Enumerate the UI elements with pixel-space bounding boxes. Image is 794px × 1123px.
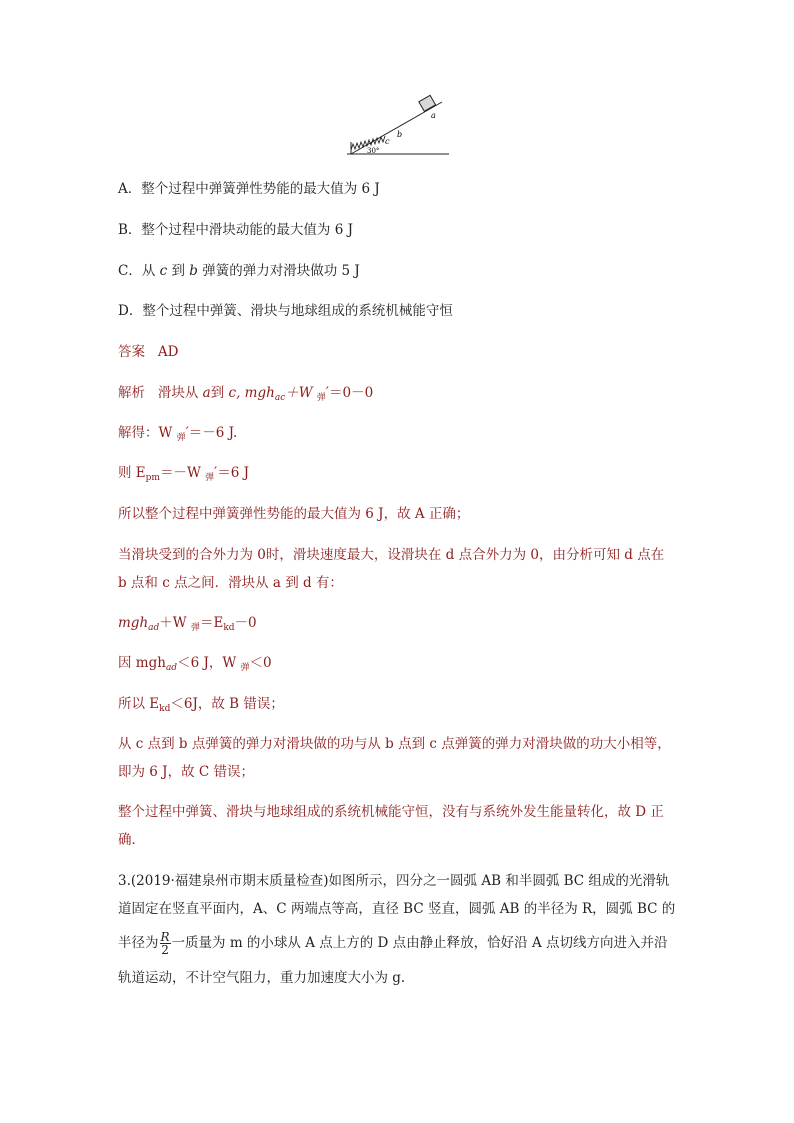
incline-spring-figure	[345, 92, 455, 160]
analysis-line-12: 整个过程中弹簧、滑块与地球组成的系统机械能守恒，没有与系统外发生能量转化，故 D 正	[118, 804, 664, 820]
analysis-line-4: 所以整个过程中弹簧弹性势能的最大值为 6 J，故 A 正确；	[118, 506, 470, 522]
angle-label: 30°	[367, 147, 380, 155]
option-a: A．整个过程中弹簧弹性势能的最大值为 6 J	[118, 181, 380, 197]
block	[419, 95, 436, 111]
analysis-line-7: mgh$_{ad}$＋W $_弹=E_{kd}-0$	[118, 615, 257, 633]
incline-line	[351, 102, 442, 154]
option-b: B．整个过程中滑块动能的最大值为 6 J	[118, 222, 354, 238]
question3-line-2: 道固定在竖直平面内，A、C 两端点等高，直径 BC 竖直，圆弧 AB 的半径为 R，圆弧 BC 的	[118, 901, 676, 917]
question3-line-1: 3.(2019·福建泉州市期末质量检查)如图所示，四分之一圆弧 AB 和半圆弧 BC 组成的光滑轨	[118, 873, 670, 889]
analysis-line-8: 因 mgh$_{ad}$＜6 J，W $_弹$＜0	[118, 655, 272, 673]
label-a: a	[431, 111, 436, 120]
analysis-line-1: 解析 滑块从 a到 c, mgh$_{ac}$＋W $_弹$′＝0－0	[118, 385, 374, 403]
question3-line-3: 半径为 $\frac{R}{2}$ 一质量为 m 的小球从 A 点上方的 D 点由静止释放，恰好沿 A 点切线方向进入并沿	[118, 930, 668, 957]
analysis-line-5: 当滑块受到的合外力为 0时，滑块速度最大，设滑块在 d 点合外力为 0，由分析可知 d 点在	[118, 547, 665, 563]
analysis-label: 解析	[118, 385, 145, 401]
label-c: c	[385, 137, 390, 146]
analysis-line-2: 解得：W $_弹$′＝－6 J.	[118, 425, 238, 443]
analysis-line-6: b 点和 c 点之间．滑块从 a 到 d 有：	[118, 575, 343, 591]
fraction-r-over-2: $\frac{R}{2}$	[160, 930, 170, 957]
label-b: b	[397, 130, 403, 139]
answer-value: AD	[157, 344, 179, 360]
option-c: C．从 c 到 b 弹簧的弹力对滑块做功 5 J	[118, 263, 360, 279]
question3-line-4: 轨道运动，不计空气阻力，重力加速度大小为 g.	[118, 970, 406, 986]
analysis-line-11: 即为 6 J，故 C 错误；	[118, 764, 254, 780]
analysis-line-13: 确．	[118, 832, 145, 848]
answer-label: 答案	[118, 344, 145, 360]
answer-line	[118, 342, 178, 362]
analysis-line-9: 所以 $E_{kd}<6J$，故 B 错误；	[118, 696, 284, 714]
analysis-line-10: 从 c 点到 b 点弹簧的弹力对滑块做的功与从 b 点到 c 点弹簧的弹力对滑块做的功大小相等，	[118, 736, 671, 752]
option-d: D．整个过程中弹簧、滑块与地球组成的系统机械能守恒	[118, 303, 453, 319]
analysis-line-3: 则 $E_{pm}=-W$ $_弹$′＝6 J	[118, 465, 249, 483]
